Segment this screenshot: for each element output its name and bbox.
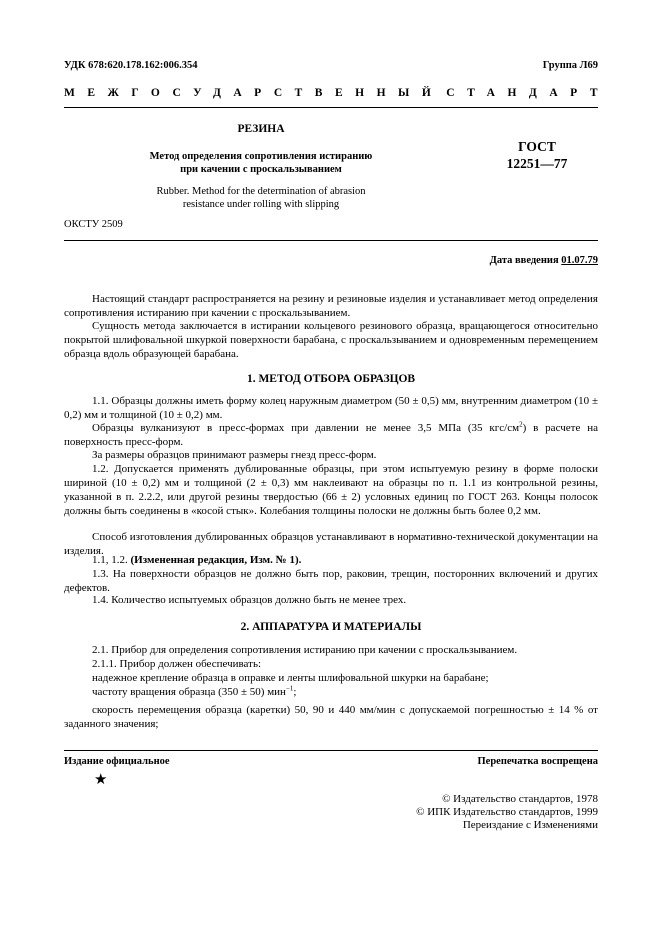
- vulc-text-a: Образцы вулканизуют в пресс-формах при давлении не менее 3,5 МПа (35 кгс/см: [92, 422, 520, 434]
- section-1-title: 1. МЕТОД ОТБОРА ОБРАЗЦОВ: [246, 373, 416, 385]
- copyright-block: [416, 793, 598, 832]
- udk-code: УДК 678:620.178.162:006.354: [64, 60, 198, 71]
- title-en-line1: Rubber. Method for the determination of abrasion: [156, 186, 366, 197]
- footer-rule: [64, 750, 598, 751]
- intro-date-value: 01.07.79: [561, 255, 598, 266]
- title-ru: [120, 150, 402, 176]
- list-item-mounting: надежное крепление образца в оправке и ленты шлифовальной шкурки на барабане;: [92, 672, 489, 684]
- section-2-title: 2. АППАРАТУРА И МАТЕРИАЛЫ: [240, 621, 422, 633]
- vulc-text-b: ) в расчете на поверхность пресс-форм.: [64, 422, 598, 448]
- amend-note: (Измененная редакция, Изм. № 1).: [130, 554, 302, 566]
- clause-2-1: 2.1. Прибор для определения сопротивления истиранию при качении с проскальзыванием.: [92, 644, 518, 656]
- intro-paragraph-1: Настоящий стандарт распространяется на резину и резиновые изделия и устанавливает метод определения сопротивления истиранию при качении с проскальзыванием.: [64, 293, 598, 319]
- rotation-sup: −1: [285, 684, 294, 693]
- clause-1-1: 1.1. Образцы должны иметь форму колец наружным диаметром (50 ± 0,5) мм, внутренним диаметром (10 ± 0,2) мм и толщиной (10 ± 0,2) мм.: [64, 395, 598, 421]
- title-en-line2: resistance under rolling with slipping: [182, 199, 340, 210]
- oksty-code: ОКСТУ 2509: [64, 219, 123, 230]
- intro-date: [490, 255, 598, 266]
- header-rule: [64, 107, 598, 108]
- vulc-sup: 2: [519, 420, 523, 429]
- rotation-text-a: частоту вращения образца (350 ± 50) мин: [92, 686, 286, 698]
- clause-sizes: За размеры образцов принимают размеры гнезд пресс-форм.: [92, 449, 377, 461]
- clause-1-4: 1.4. Количество испытуемых образцов должно быть не менее трех.: [92, 594, 407, 606]
- copyright-1978: © Издательство стандартов, 1978: [442, 793, 598, 805]
- star-icon: ★: [94, 772, 108, 788]
- intro-paragraph-2: Сущность метода заключается в истирании кольцевого резинового образца, вращающегося относительно покрытой шлифовальной шкуркой поверхности барабана, с проскальзыванием и одновременным перемещением образца вдоль образующей барабана.: [64, 320, 598, 360]
- official-edition: Издание официальное: [64, 756, 170, 767]
- clause-1-3: 1.3. На поверхности образцов не должно быть пор, раковин, трещин, посторонних включений и других дефектов.: [64, 568, 598, 594]
- title-ru-line2: при качении с проскальзыванием: [180, 164, 342, 175]
- list-item-speed: скорость перемещения образца (каретки) 50, 90 и 440 мм/мин с допускаемой погрешностью ± 14 % от заданного значения;: [64, 704, 598, 730]
- title-en: [120, 185, 402, 211]
- title-rule: [64, 240, 598, 241]
- clause-method: Способ изготовления дублированных образцов устанавливают в нормативно-технической документации на изделия.: [64, 531, 598, 557]
- group-code: Группа Л69: [542, 60, 598, 71]
- banner-standard: СТАНДАРТ: [446, 87, 610, 99]
- clause-amendment: [64, 553, 598, 567]
- intro-date-label: Дата введения: [489, 255, 559, 266]
- title-ru-line1: Метод определения сопротивления истиранию: [149, 151, 373, 162]
- list-item-rotation: [64, 685, 598, 699]
- gost-number: 12251—77: [506, 156, 568, 171]
- clause-vulcanization: [64, 421, 598, 449]
- banner-interstate: МЕЖГОСУДАРСТВЕННЫЙ: [64, 87, 444, 99]
- reissue-note: Переиздание с Изменениями: [462, 819, 598, 831]
- gost-block: [462, 138, 612, 172]
- clause-1-2: 1.2. Допускается применять дублированные образцы, при этом испытуемую резину в форме полоски шириной (10 ± 0,2) мм и толщиной (2 ± 0,3) мм наклеивают на образцы по п. 1.1 из контрольной резины, указанной в п. 2.2.2, или другой резины твердостью (66 ± 2) условных единиц по ГОСТ 263. Концы полосок должны быть соединены в «косой стык». Колебания толщины полоски не должны быть более 0,2 мм.: [64, 463, 598, 517]
- rotation-text-b: ;: [293, 686, 297, 698]
- clause-2-1-1: 2.1.1. Прибор должен обеспечивать:: [92, 658, 262, 670]
- material-title: РЕЗИНА: [237, 123, 285, 135]
- reprint-prohibited: Перепечатка воспрещена: [477, 756, 598, 767]
- copyright-1999: © ИПК Издательство стандартов, 1999: [416, 806, 598, 818]
- amend-prefix: 1.1, 1.2.: [92, 554, 128, 566]
- gost-label: ГОСТ: [518, 139, 556, 154]
